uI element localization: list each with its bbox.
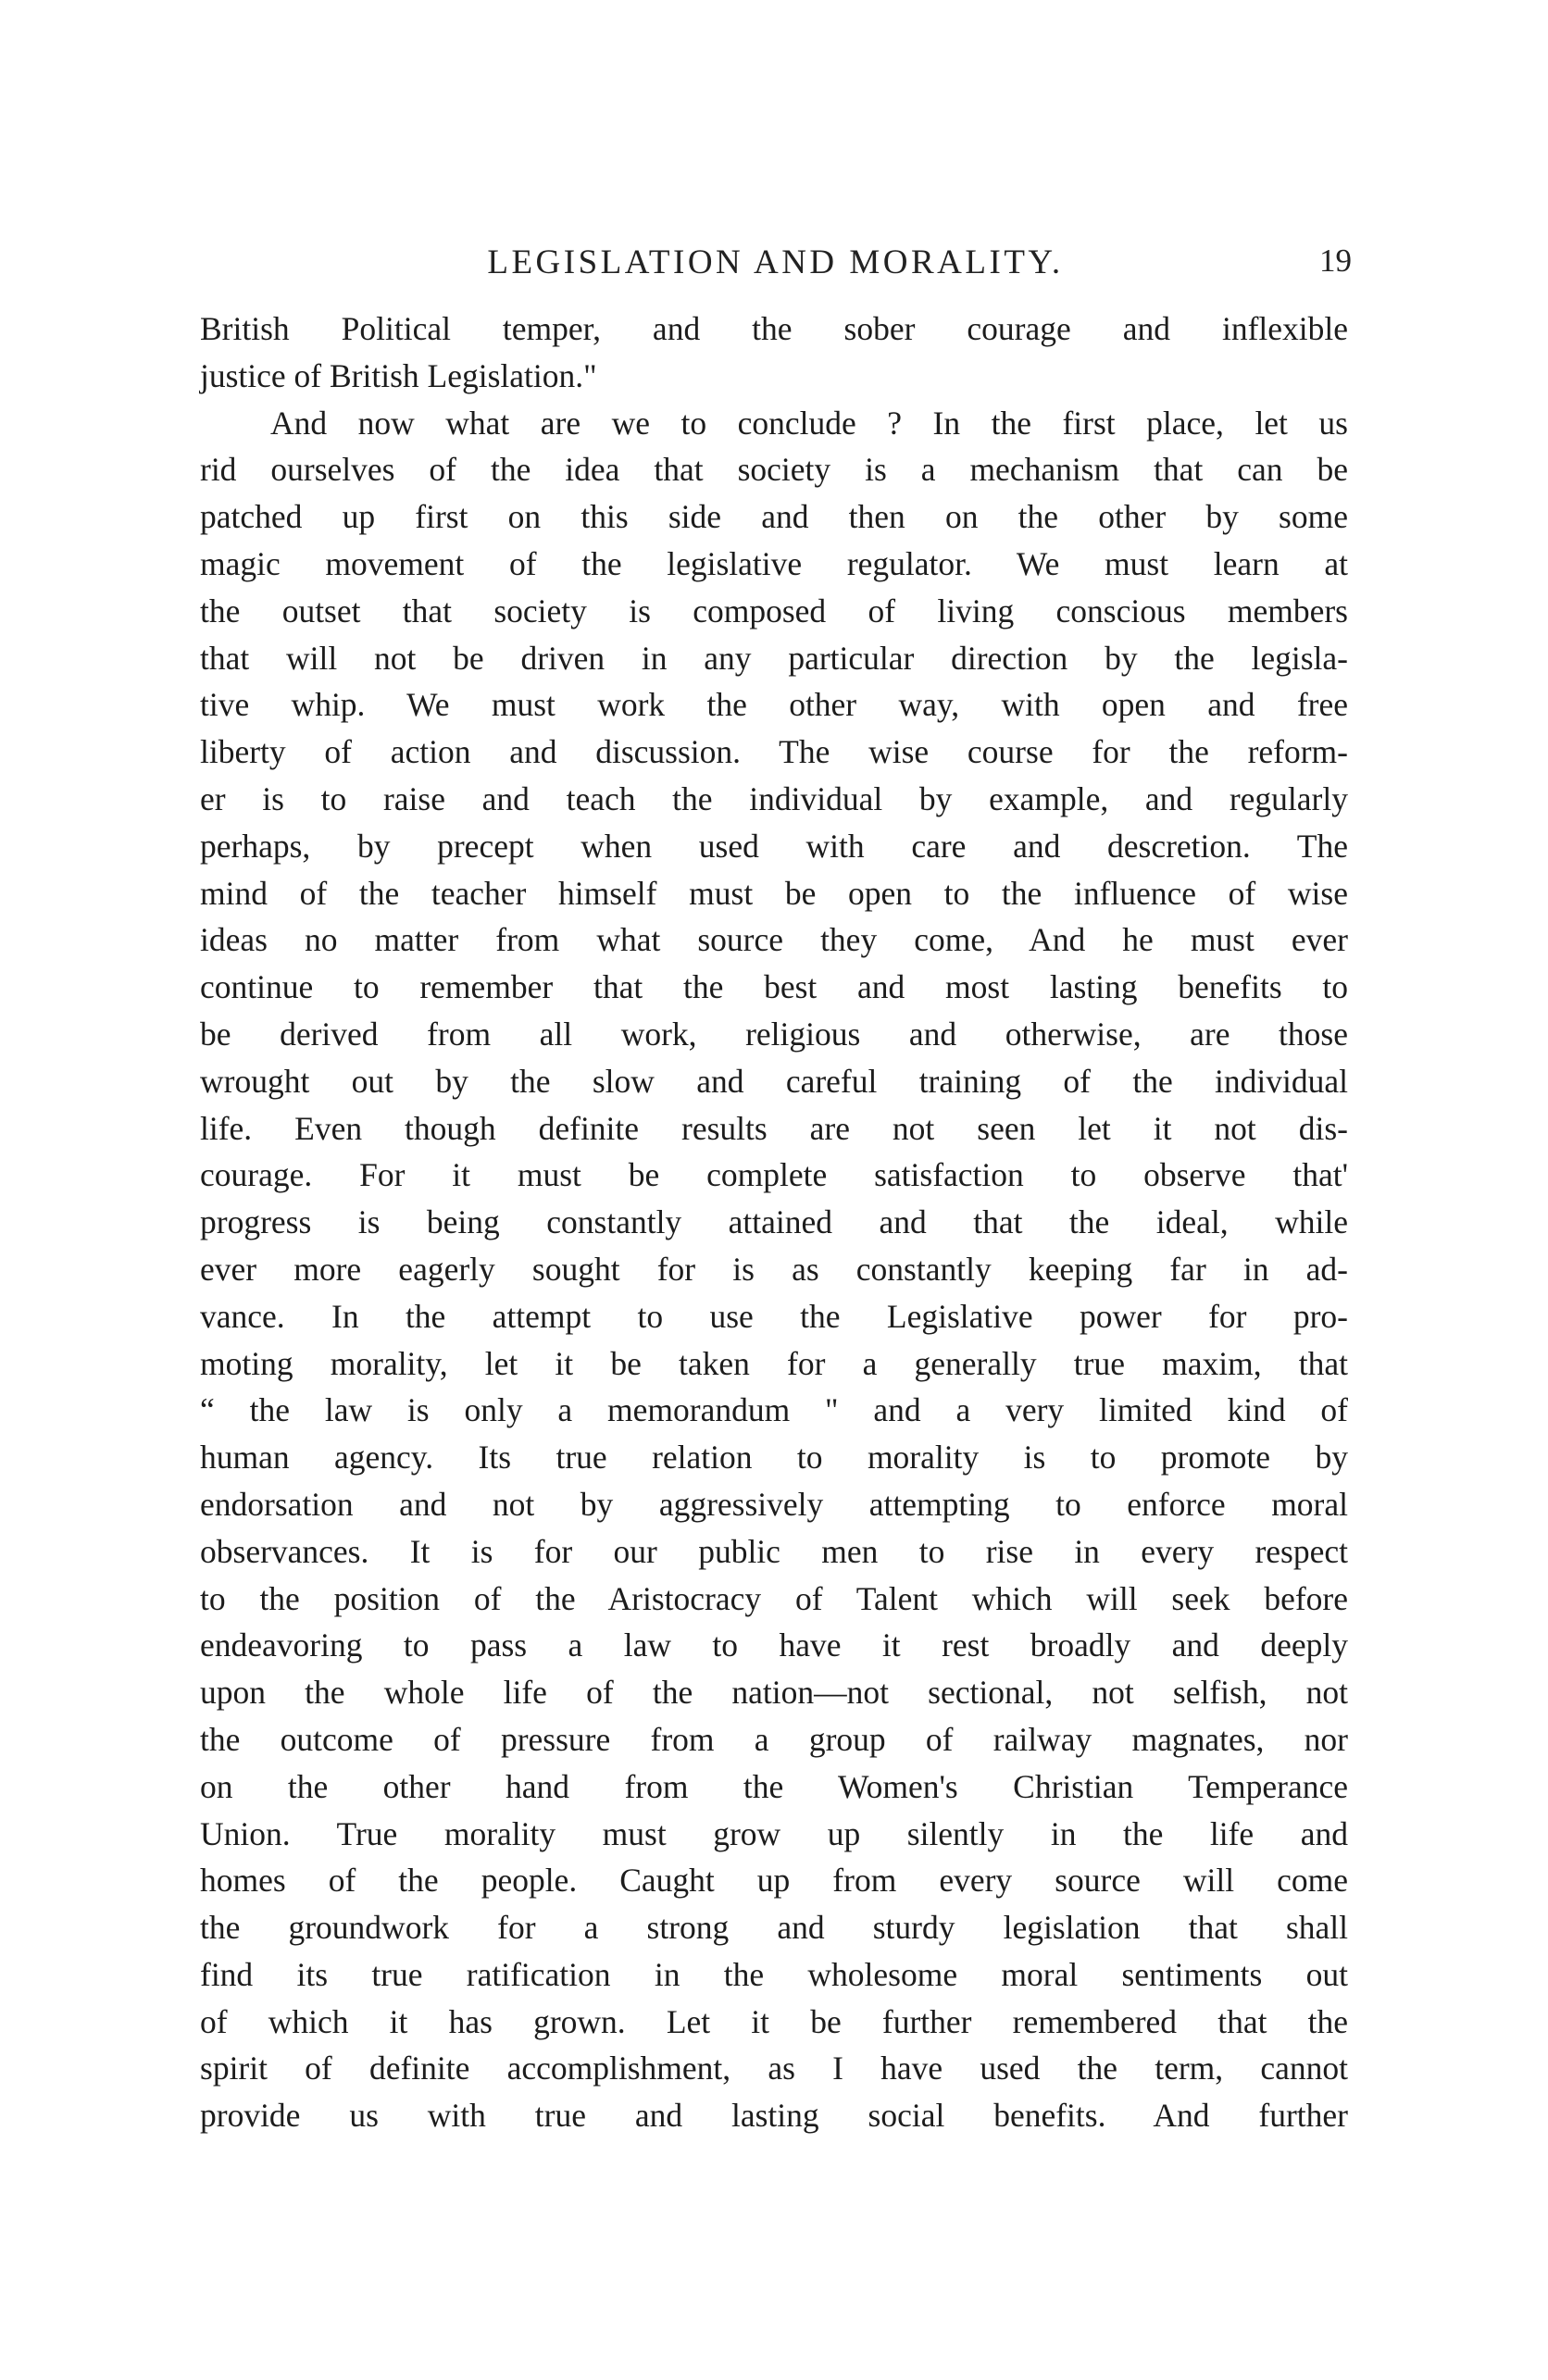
text-line: progress is being constantly attained and that the ideal, while — [200, 1203, 1348, 1241]
text-line: life. Even though definite results are not seen let it not dis- — [200, 1109, 1348, 1147]
text-line: magic movement of the legislative regulator. We must learn at — [200, 544, 1348, 582]
text-line: liberty of action and discussion. The wise course for the reform- — [200, 733, 1348, 771]
page-number: 19 — [1319, 243, 1352, 279]
text-line: perhaps, by precept when used with care and descretion. The — [200, 827, 1348, 865]
text-line: Union. True morality must grow up silently in the life and — [200, 1814, 1348, 1852]
text-line: observances. It is for our public men to rise in every respect — [200, 1532, 1348, 1570]
text-line: endorsation and not by aggressively attempting to enforce moral — [200, 1485, 1348, 1523]
text-line: And now what are we to conclude ? In the first place, let us — [270, 404, 1348, 442]
text-line: spirit of definite accomplishment, as I have used the term, cannot — [200, 2050, 1348, 2087]
text-line: be derived from all work, religious and otherwise, are those — [200, 1015, 1348, 1053]
text-line: ideas no matter from what source they come, And he must ever — [200, 921, 1348, 959]
running-head — [199, 243, 1352, 289]
text-line: that will not be driven in any particular direction by the legisla- — [200, 639, 1348, 677]
text-line: find its true ratification in the wholesome moral sentiments out — [200, 1955, 1348, 1993]
text-line: the outcome of pressure from a group of railway magnates, nor — [200, 1720, 1348, 1758]
text-line: moting morality, let it be taken for a generally true maxim, that — [200, 1344, 1348, 1382]
text-line: patched up first on this side and then on the other by some — [200, 498, 1348, 536]
text-line: British Political temper, and the sober courage and inflexible — [200, 310, 1348, 347]
text-line: the outset that society is composed of living conscious members — [200, 592, 1348, 629]
text-line: wrought out by the slow and careful training of the individual — [200, 1062, 1348, 1100]
text-line: mind of the teacher himself must be open to the influence of wise — [200, 874, 1348, 912]
text-line: ever more eagerly sought for is as constantly keeping far in ad- — [200, 1250, 1348, 1288]
text-line: “ the law is only a memorandum " and a very limited kind of — [200, 1391, 1348, 1429]
text-line: justice of British Legislation." — [200, 356, 597, 394]
text-line: human agency. Its true relation to morality is to promote by — [200, 1439, 1348, 1477]
text-line: vance. In the attempt to use the Legislative power for pro- — [200, 1297, 1348, 1335]
text-line: upon the whole life of the nation—not sectional, not selfish, not — [200, 1674, 1348, 1712]
text-line: courage. For it must be complete satisfaction to observe that' — [200, 1156, 1348, 1194]
text-line: of which it has grown. Let it be further remembered that the — [200, 2002, 1348, 2040]
text-line: to the position of the Aristocracy of Talent which will seek before — [200, 1579, 1348, 1617]
text-line: the groundwork for a strong and sturdy legislation that shall — [200, 1909, 1348, 1947]
text-line: continue to remember that the best and most lasting benefits to — [200, 968, 1348, 1006]
body-text — [200, 305, 1348, 2139]
running-title: LEGISLATION AND MORALITY. — [487, 243, 1064, 281]
text-line: provide us with true and lasting social benefits. And further — [200, 2097, 1348, 2135]
text-line: er is to raise and teach the individual by example, and regularly — [200, 779, 1348, 817]
text-line: rid ourselves of the idea that society is a mechanism that can be — [200, 451, 1348, 489]
text-line: endeavoring to pass a law to have it rest broadly and deeply — [200, 1626, 1348, 1664]
text-line: homes of the people. Caught up from every source will come — [200, 1862, 1348, 1900]
text-line: tive whip. We must work the other way, with open and free — [200, 686, 1348, 724]
text-line: on the other hand from the Women's Christian Temperance — [200, 1767, 1348, 1805]
